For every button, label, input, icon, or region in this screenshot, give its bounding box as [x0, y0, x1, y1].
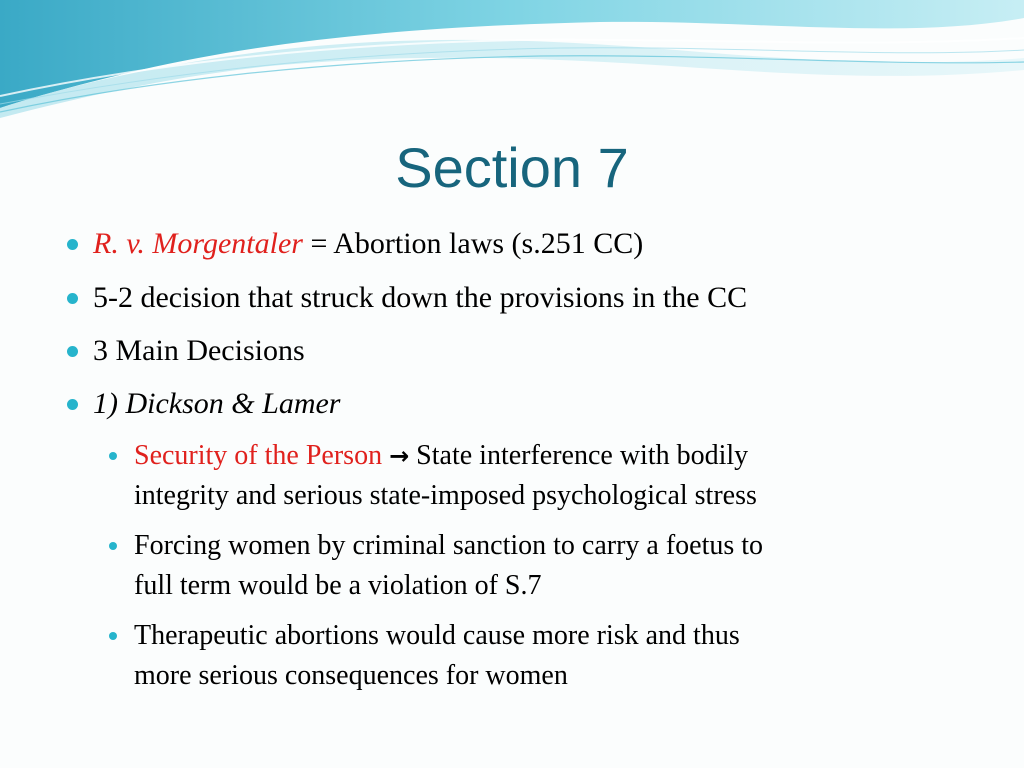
sub-bullet-text: integrity and serious state-imposed psychological stress — [134, 480, 757, 511]
sub-bullet-icon — [109, 632, 117, 640]
bullet-item — [93, 226, 993, 262]
bullet-text: 5-2 decision that struck down the provisions in the CC — [93, 281, 748, 314]
sub-bullet-text: full term would be a violation of S.7 — [134, 570, 542, 601]
sub-bullet-text: more serious consequences for women — [134, 660, 568, 691]
sub-bullet-icon — [109, 542, 117, 550]
bullet-text: 3 Main Decisions — [93, 334, 305, 367]
bullet-item — [93, 386, 993, 422]
bullet-text: 1) Dickson & Lamer — [93, 387, 341, 420]
case-name: R. v. Morgentaler — [93, 227, 303, 260]
sub-bullet-icon — [109, 452, 117, 460]
slide-title: Section 7 — [395, 136, 629, 199]
bullet-item — [93, 280, 993, 316]
bullet-icon — [67, 346, 78, 357]
bullet-icon — [67, 239, 78, 250]
bullet-icon — [67, 399, 78, 410]
sub-bullet-item — [134, 616, 974, 696]
bullet-item — [93, 333, 993, 369]
sub-bullet-text: State interference with bodily — [416, 440, 749, 471]
sub-bullet-text: Therapeutic abortions would cause more risk and thus — [134, 620, 740, 651]
sub-bullet-lead: Security of the Person — [134, 440, 383, 471]
sub-bullet-item — [134, 526, 974, 606]
bullet-icon — [67, 293, 78, 304]
right-arrow-icon: → — [389, 442, 410, 470]
sub-bullet-item — [134, 436, 974, 516]
bullet-text: = Abortion laws (s.251 CC) — [310, 227, 644, 260]
sub-bullet-text: Forcing women by criminal sanction to carry a foetus to — [134, 530, 764, 561]
